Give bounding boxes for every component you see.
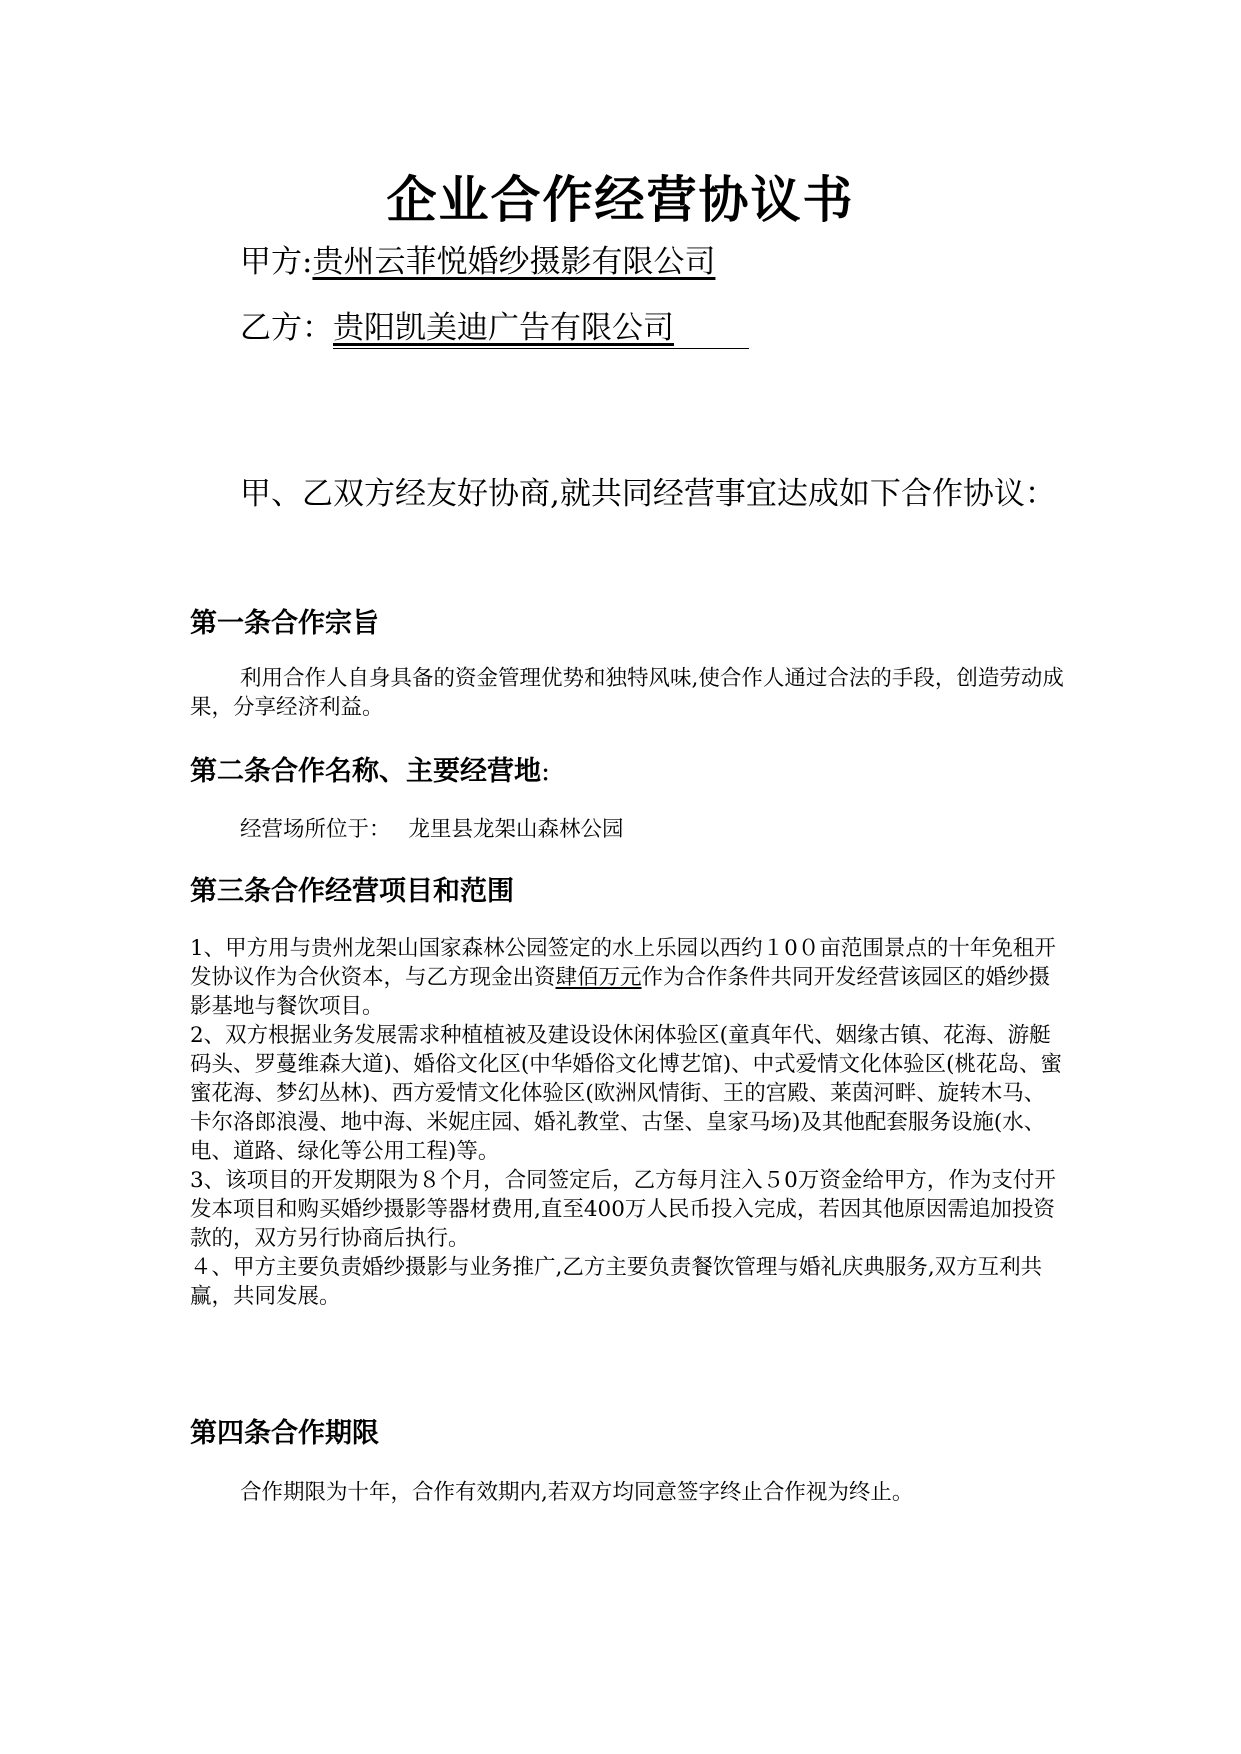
item-1-text-end: 作为合作条件共同开发经营该园区的婚纱摄影基地与餐饮项目。: [190, 965, 1051, 1019]
party-a: [240, 240, 715, 284]
article-1-heading: 第一条合作宗旨: [190, 608, 379, 639]
article-2-heading: [190, 752, 550, 792]
party-b-name: 贵阳凯美迪广告有限公司: [333, 308, 749, 349]
article-4-heading: 第四条合作期限: [190, 1418, 379, 1449]
party-a-name: 贵州云菲悦婚纱摄影有限公司: [312, 244, 716, 280]
party-b-label: 乙方：: [240, 310, 333, 346]
party-b: [240, 306, 749, 350]
article-2-location: [190, 815, 1065, 844]
article-3-heading: 第三条合作经营项目和范围: [190, 876, 514, 907]
item-1-text-start: 1、甲方用与贵州龙架山国家森林公园签定的水上乐园以西约１0０亩范围景点的十年免租开发协议作为合伙资本，与乙方现金出资: [190, 936, 1056, 990]
article-2-heading-text: 第二条合作名称、主要经营地: [190, 756, 541, 787]
party-a-label: 甲方:: [240, 244, 313, 280]
article-3-item-3: 3、该项目的开发期限为８个月，合同签定后，乙方每月注入５0万资金给甲方，作为支付开发本项目和购买婚纱摄影等器材费用,直至400万人民币投入完成，若因其他原因需追加投资款的，双方另行协商后执行。: [190, 1168, 1056, 1251]
document-title: 企业合作经营协议书: [386, 170, 855, 229]
location-value: 龙里县龙架山森林公园: [408, 817, 624, 842]
article-1-text: 利用合作人自身具备的资金管理优势和独特风味,使合作人通过合法的手段，创造劳动成果，分享经济利益。: [190, 666, 1064, 720]
location-label: 经营场所位于：: [240, 817, 391, 842]
article-3-item-1: [190, 934, 1065, 1021]
article-3-item-4: ４、甲方主要负责婚纱摄影与业务推广,乙方主要负责餐饮管理与婚礼庆典服务,双方互利共赢，共同发展。: [190, 1255, 1043, 1309]
intro-paragraph: 甲、乙双方经友好协商,就共同经营事宜达成如下合作协议：: [240, 476, 1056, 512]
article-2-heading-colon: :: [541, 756, 551, 787]
investment-amount: 肆佰万元: [555, 965, 642, 990]
article-4-text: 合作期限为十年，合作有效期内,若双方均同意签字终止合作视为终止。: [240, 1480, 914, 1505]
article-3-item-2: 2、双方根据业务发展需求种植植被及建设设休闲体验区(童真年代、姻缘古镇、花海、游艇码头、罗蔓维森大道)、婚俗文化区(中华婚俗文化博艺馆)、中式爱情文化体验区(桃花岛、蜜蜜花海、梦幻丛林)、西方爱情文化体验区(欧洲风情街、王的宫殿、莱茵河畔、旋转木马、卡尔洛郎浪漫、地中海、米妮庄园、婚礼教堂、古堡、皇家马场)及其他配套服务设施(水、电、道路、绿化等公用工程)等。: [190, 1023, 1063, 1164]
article-3-items: [190, 934, 1065, 1311]
